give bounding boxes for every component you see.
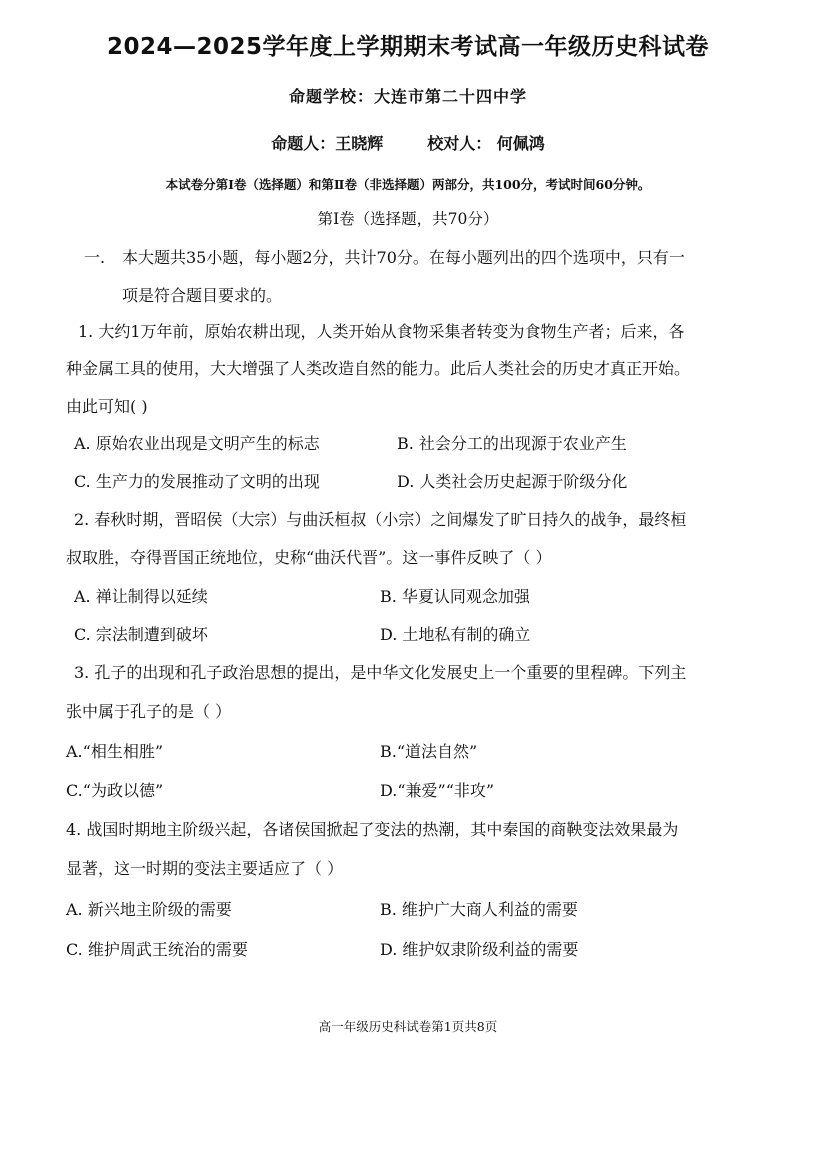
question-1-line-1: 1. 大约1万年前，原始农耕出现，人类开始从食物采集者转变为食物生产者；后来，各 — [78, 322, 685, 341]
question-3-line-1: 3. 孔子的出现和孔子政治思想的提出，是中华文化发展史上一个重要的里程碑。下列主 — [74, 663, 687, 682]
question-2-option-a: A. 禅让制得以延续 — [74, 587, 208, 606]
question-2-line-2: 叔取胜，夺得晋国正统地位，史称“曲沃代晋”。这一事件反映了（ ） — [66, 548, 552, 567]
question-4-option-c: C. 维护周武王统治的需要 — [66, 940, 248, 959]
instruction-number: 一. — [84, 248, 106, 267]
question-1-line-2: 种金属工具的使用，大大增强了人类改造自然的能力。此后人类社会的历史才真正开始。 — [66, 359, 691, 378]
question-2-line-1: 2. 春秋时期，晋昭侯（大宗）与曲沃桓叔（小宗）之间爆发了旷日持久的战争，最终桓 — [74, 510, 687, 529]
question-3-option-c: C.“为政以德” — [66, 781, 164, 800]
instruction-line-1: 本大题共35小题，每小题2分，共计70分。在每小题列出的四个选项中，只有一 — [122, 248, 685, 267]
question-2-option-b: B. 华夏认同观念加强 — [380, 587, 530, 606]
question-1-option-d: D. 人类社会历史起源于阶级分化 — [397, 472, 628, 491]
part-one-title: 第Ⅰ卷（选择题，共70分） — [317, 210, 499, 228]
page-footer: 高一年级历史科试卷第1页共8页 — [318, 1019, 498, 1034]
question-2-option-d: D. 土地私有制的确立 — [380, 625, 531, 644]
exam-note: 本试卷分第Ⅰ卷（选择题）和第Ⅱ卷（非选择题）两部分，共100分，考试时间60分钟。 — [165, 177, 651, 192]
checker-name: 校对人： 何佩鸿 — [427, 134, 545, 153]
question-4-line-1: 4. 战国时期地主阶级兴起，各诸侯国掀起了变法的热潮，其中秦国的商鞅变法效果最为 — [66, 820, 679, 839]
school-line: 命题学校：大连市第二十四中学 — [288, 87, 527, 106]
question-3-option-d: D.“兼爱”“非攻” — [380, 781, 495, 800]
question-4-option-b: B. 维护广大商人利益的需要 — [380, 900, 578, 919]
question-4-line-2: 显著，这一时期的变法主要适应了（ ） — [66, 859, 344, 878]
instruction-line-2: 项是符合题目要求的。 — [122, 286, 283, 305]
question-4-option-d: D. 维护奴隶阶级利益的需要 — [380, 940, 579, 959]
exam-title: 2024—2025学年度上学期期末考试高一年级历史科试卷 — [106, 34, 710, 60]
question-3-line-2: 张中属于孔子的是（ ） — [66, 702, 232, 721]
authors-line — [0, 131, 816, 154]
question-2-option-c: C. 宗法制遭到破坏 — [74, 625, 208, 644]
author-name: 命题人：王晓辉 — [271, 134, 384, 153]
question-1-option-b: B. 社会分工的出现源于农业产生 — [397, 434, 627, 453]
question-1-option-a: A. 原始农业出现是文明产生的标志 — [74, 434, 320, 453]
question-1-line-3: 由此可知( ) — [66, 397, 148, 416]
question-1-option-c: C. 生产力的发展推动了文明的出现 — [74, 472, 320, 491]
question-4-option-a: A. 新兴地主阶级的需要 — [66, 900, 232, 919]
question-3-option-a: A.“相生相胜” — [66, 742, 164, 761]
question-3-option-b: B.“道法自然” — [380, 742, 478, 761]
